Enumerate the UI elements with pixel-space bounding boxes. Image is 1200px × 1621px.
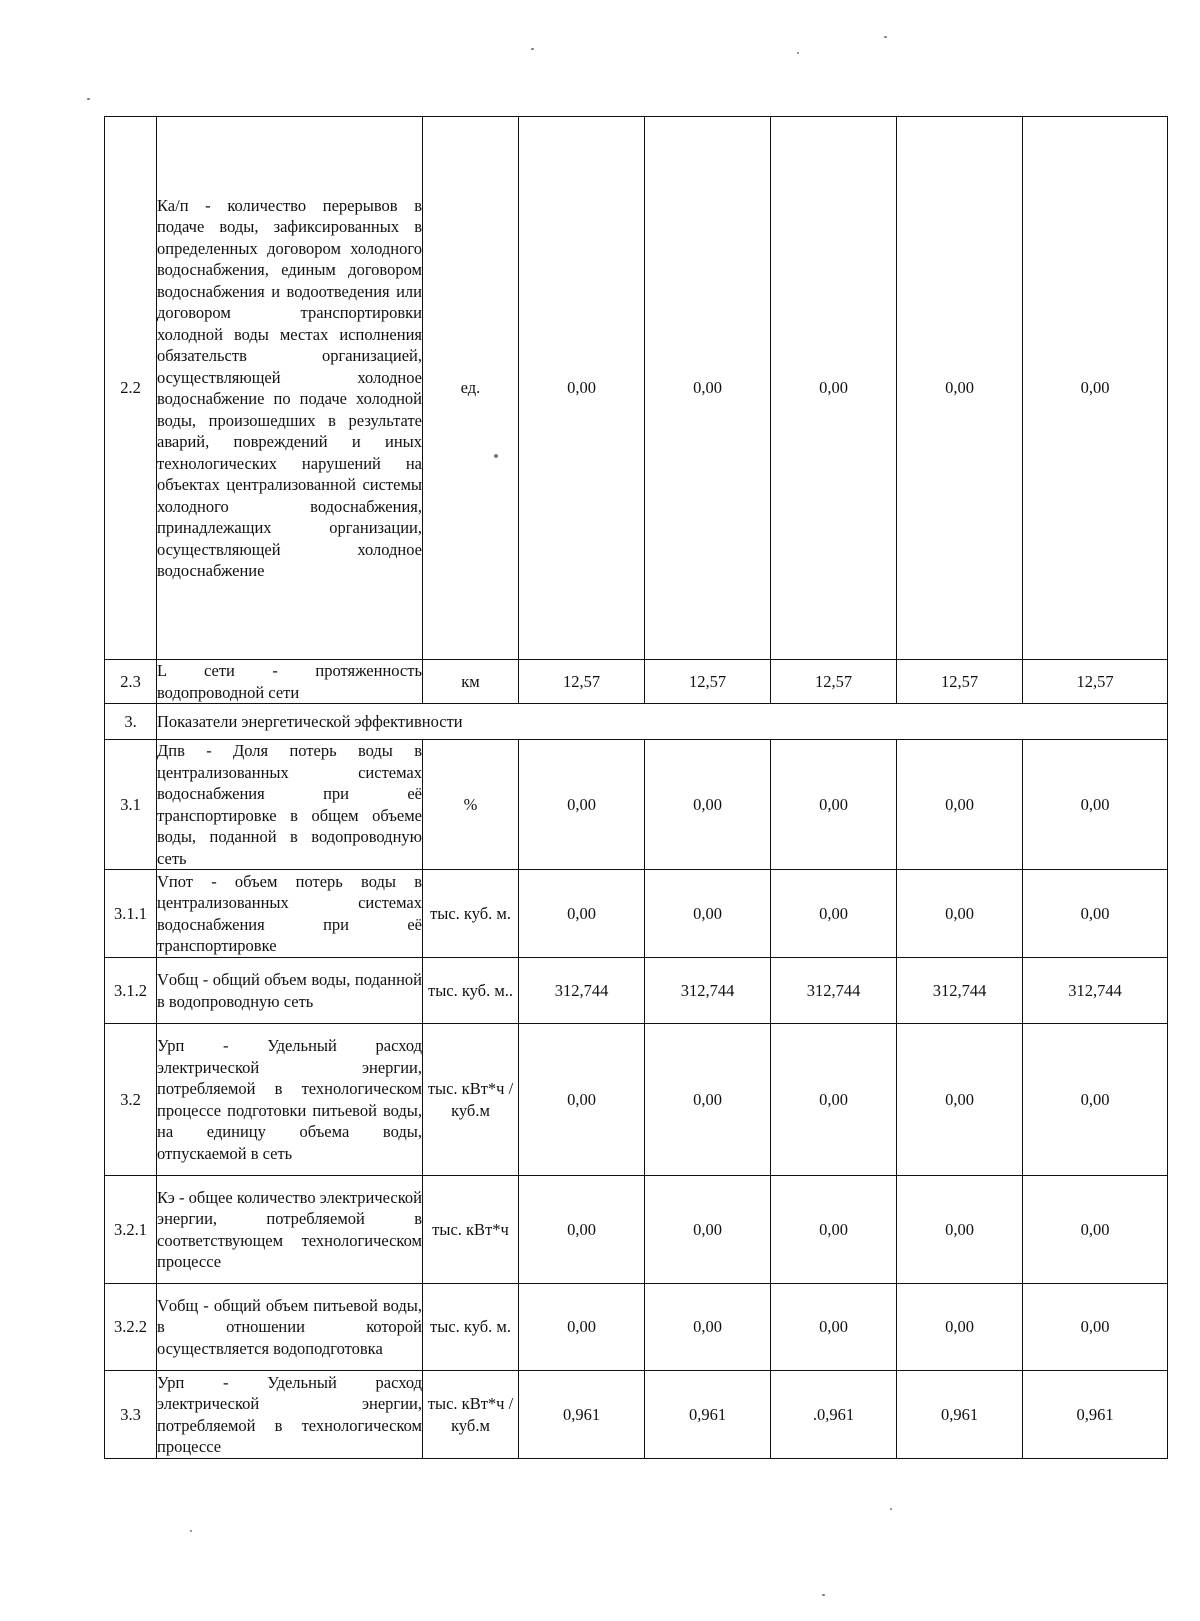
- row-number: 3.1.1: [105, 870, 157, 958]
- table-row: [105, 958, 1168, 1024]
- row-value: 0,00: [771, 740, 897, 870]
- row-value: 312,744: [1023, 958, 1168, 1024]
- scan-speck: [890, 1508, 892, 1510]
- row-value: 0,00: [897, 870, 1023, 958]
- row-value: 0,00: [897, 1284, 1023, 1371]
- row-description: Vобщ - общий объем воды, поданной в водопроводную сеть: [157, 958, 423, 1024]
- row-value: 0,00: [519, 1176, 645, 1284]
- row-value: 0,961: [645, 1371, 771, 1459]
- row-value: .0,961: [771, 1371, 897, 1459]
- row-value: 0,00: [519, 1284, 645, 1371]
- row-value: 0,00: [897, 1024, 1023, 1176]
- row-description: Vпот - объем потерь воды в централизованных системах водоснабжения при её транспортировке: [157, 870, 423, 958]
- scan-speck: [531, 48, 534, 50]
- section-number: 3.: [105, 704, 157, 740]
- row-description: Урп - Удельный расход электрической энергии, потребляемой в технологическом процессе: [157, 1371, 423, 1459]
- row-unit: тыс. куб. м..: [423, 958, 519, 1024]
- table-row: [105, 870, 1168, 958]
- scan-speck: [87, 98, 90, 100]
- row-value: 312,744: [897, 958, 1023, 1024]
- row-value: 0,00: [771, 1176, 897, 1284]
- row-description: Дпв - Доля потерь воды в централизованных системах водоснабжения при её транспортировке в общем объеме воды, поданной в водопроводную сеть: [157, 741, 422, 868]
- row-unit: тыс. кВт*ч: [423, 1176, 519, 1284]
- row-number: 3.1: [105, 740, 157, 870]
- row-description: Vобщ - общий объем питьевой воды, в отношении которой осуществляется водоподготовка: [157, 1284, 423, 1371]
- scan-speck: [884, 36, 887, 38]
- row-number: 3.2.1: [105, 1176, 157, 1284]
- row-value: 0,00: [897, 740, 1023, 870]
- row-value: 0,00: [645, 117, 771, 660]
- scan-speck: [822, 1594, 825, 1596]
- indicator-table: [104, 116, 1168, 1459]
- row-value: 0,00: [519, 1024, 645, 1176]
- row-number: 2.3: [105, 660, 157, 704]
- row-value: 0,00: [771, 1284, 897, 1371]
- row-value: 0,00: [519, 740, 645, 870]
- row-value: 312,744: [771, 958, 897, 1024]
- row-value: 0,00: [897, 1176, 1023, 1284]
- row-value: 12,57: [771, 660, 897, 704]
- row-value: 12,57: [897, 660, 1023, 704]
- row-value: 312,744: [645, 958, 771, 1024]
- row-value: 0,961: [897, 1371, 1023, 1459]
- row-unit: ед.: [423, 117, 519, 660]
- row-value: 0,00: [1023, 740, 1168, 870]
- row-value: 0,00: [1023, 117, 1168, 660]
- row-unit: тыс. кВт*ч /куб.м: [423, 1024, 519, 1176]
- row-value: 12,57: [1023, 660, 1168, 704]
- row-number: 3.2.2: [105, 1284, 157, 1371]
- row-value: 0,00: [645, 740, 771, 870]
- row-value: 312,744: [519, 958, 645, 1024]
- row-unit: тыс. кВт*ч /куб.м: [423, 1371, 519, 1459]
- row-value: 12,57: [645, 660, 771, 704]
- row-value: 0,961: [1023, 1371, 1168, 1459]
- row-value: 12,57: [519, 660, 645, 704]
- section-row: [105, 704, 1168, 740]
- row-unit: %: [423, 740, 519, 870]
- row-value: 0,00: [1023, 870, 1168, 958]
- row-value: 0,00: [897, 117, 1023, 660]
- row-value: 0,00: [1023, 1284, 1168, 1371]
- scan-speck: [494, 454, 498, 458]
- row-value: 0,00: [645, 1284, 771, 1371]
- row-description: Урп - Удельный расход электрической энергии, потребляемой в технологическом процессе подготовки питьевой воды, на единицу объема воды, отпускаемой в сеть: [157, 1024, 423, 1176]
- row-number: 3.2: [105, 1024, 157, 1176]
- row-value: 0,00: [771, 1024, 897, 1176]
- row-value: 0,00: [1023, 1176, 1168, 1284]
- table-row: [105, 1371, 1168, 1459]
- row-description: Ка/п - количество перерывов в подаче воды, зафиксированных в определенных договором холодного водоснабжения, единым договором водоснабжения и водоотведения или договором транспортировки холодной воды местах исполнения обязательств организацией, осуществляющей холодное водоснабжение по подаче холодной воды, произошедших в результате аварий, повреждений и иных технологических нарушений на объектах централизованной системы холодного водоснабжения, принадлежащих организации, осуществляющей холодное водоснабжение: [157, 117, 423, 660]
- row-description: L сети - протяженность водопроводной сети: [157, 661, 422, 702]
- table-row: [105, 1284, 1168, 1371]
- row-value: 0,00: [519, 117, 645, 660]
- row-value: 0,961: [519, 1371, 645, 1459]
- row-unit: км: [423, 660, 519, 704]
- row-number: 3.1.2: [105, 958, 157, 1024]
- row-description: Кэ - общее количество электрической энергии, потребляемой в соответствующем технологическом процессе: [157, 1176, 423, 1284]
- row-value: 0,00: [1023, 1024, 1168, 1176]
- row-unit: тыс. куб. м.: [423, 1284, 519, 1371]
- row-value: 0,00: [519, 870, 645, 958]
- table-row: [105, 1176, 1168, 1284]
- row-value: 0,00: [771, 870, 897, 958]
- row-value: 0,00: [645, 1024, 771, 1176]
- scan-speck: [190, 1530, 192, 1532]
- table-row: [105, 1024, 1168, 1176]
- row-number: 2.2: [105, 117, 157, 660]
- section-title: Показатели энергетической эффективности: [157, 704, 1168, 740]
- table-row: [105, 117, 1168, 660]
- table-row: [105, 740, 1168, 870]
- row-value: 0,00: [645, 870, 771, 958]
- row-value: 0,00: [771, 117, 897, 660]
- row-value: 0,00: [645, 1176, 771, 1284]
- row-number: 3.3: [105, 1371, 157, 1459]
- table-row: [105, 660, 1168, 704]
- scan-speck: [797, 52, 799, 54]
- row-unit: тыс. куб. м.: [423, 870, 519, 958]
